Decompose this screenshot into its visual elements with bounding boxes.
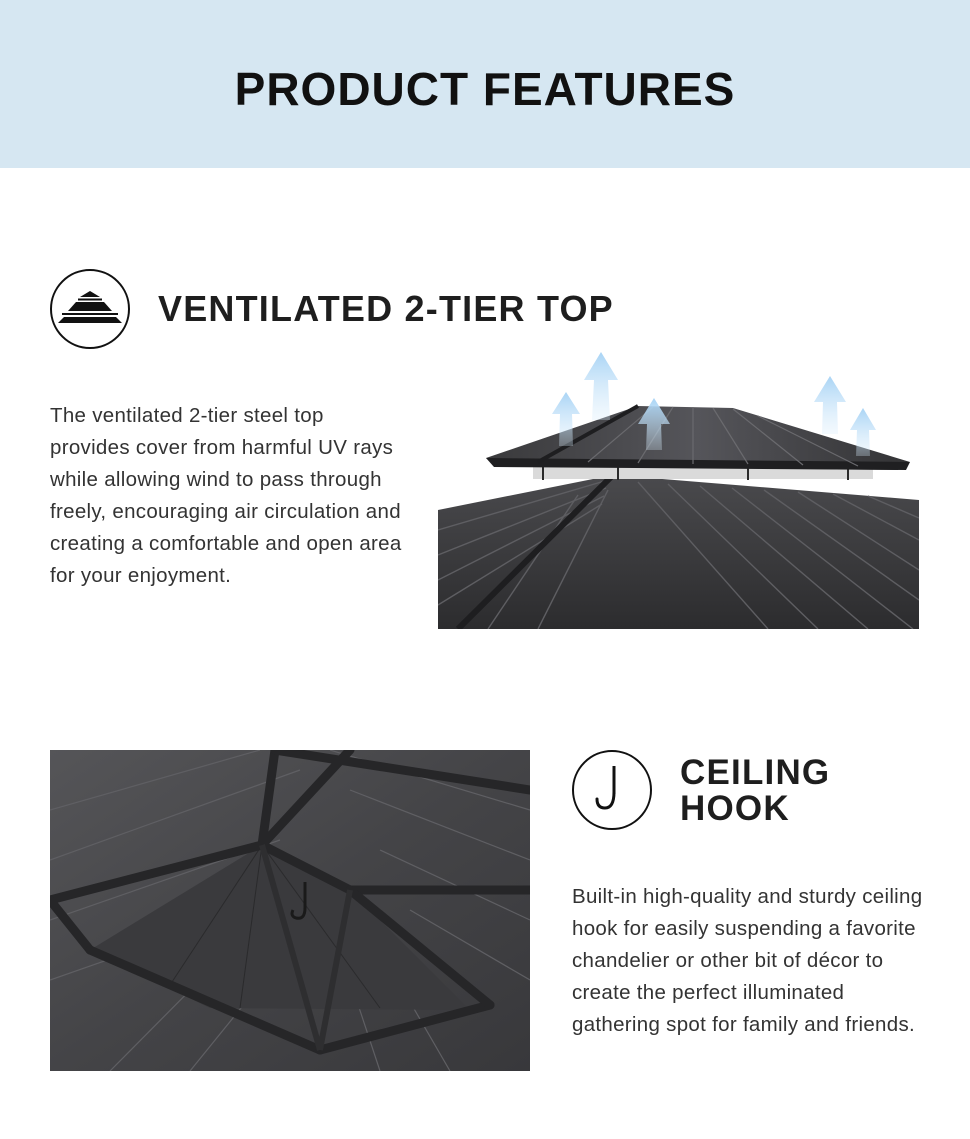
feature-description: The ventilated 2-tier steel top provides cover from harmful UV rays while allowing wind to pass through freely, encouraging air circulation and creating a comfortable and open area for your enjoyment.: [50, 404, 402, 587]
page-title: PRODUCT FEATURES: [234, 63, 736, 115]
ceiling-hook-icon: [572, 750, 652, 830]
feature-description: Built-in high-quality and sturdy ceiling hook for easily suspending a favorite chandelier or other bit of décor to create the perfect illuminated gathering spot for family and friends.: [572, 885, 923, 1036]
header-banner: [0, 0, 970, 168]
gazebo-two-tier-roof-photo: [438, 350, 919, 629]
gazebo-ceiling-hook-photo: [50, 750, 530, 1071]
feature-title: [680, 755, 830, 827]
feature-title-line2: HOOK: [680, 789, 790, 828]
feature-title-line1: CEILING: [680, 753, 831, 792]
feature-title: VENTILATED 2-TIER TOP: [158, 288, 614, 329]
two-tier-roof-icon: [50, 269, 130, 349]
